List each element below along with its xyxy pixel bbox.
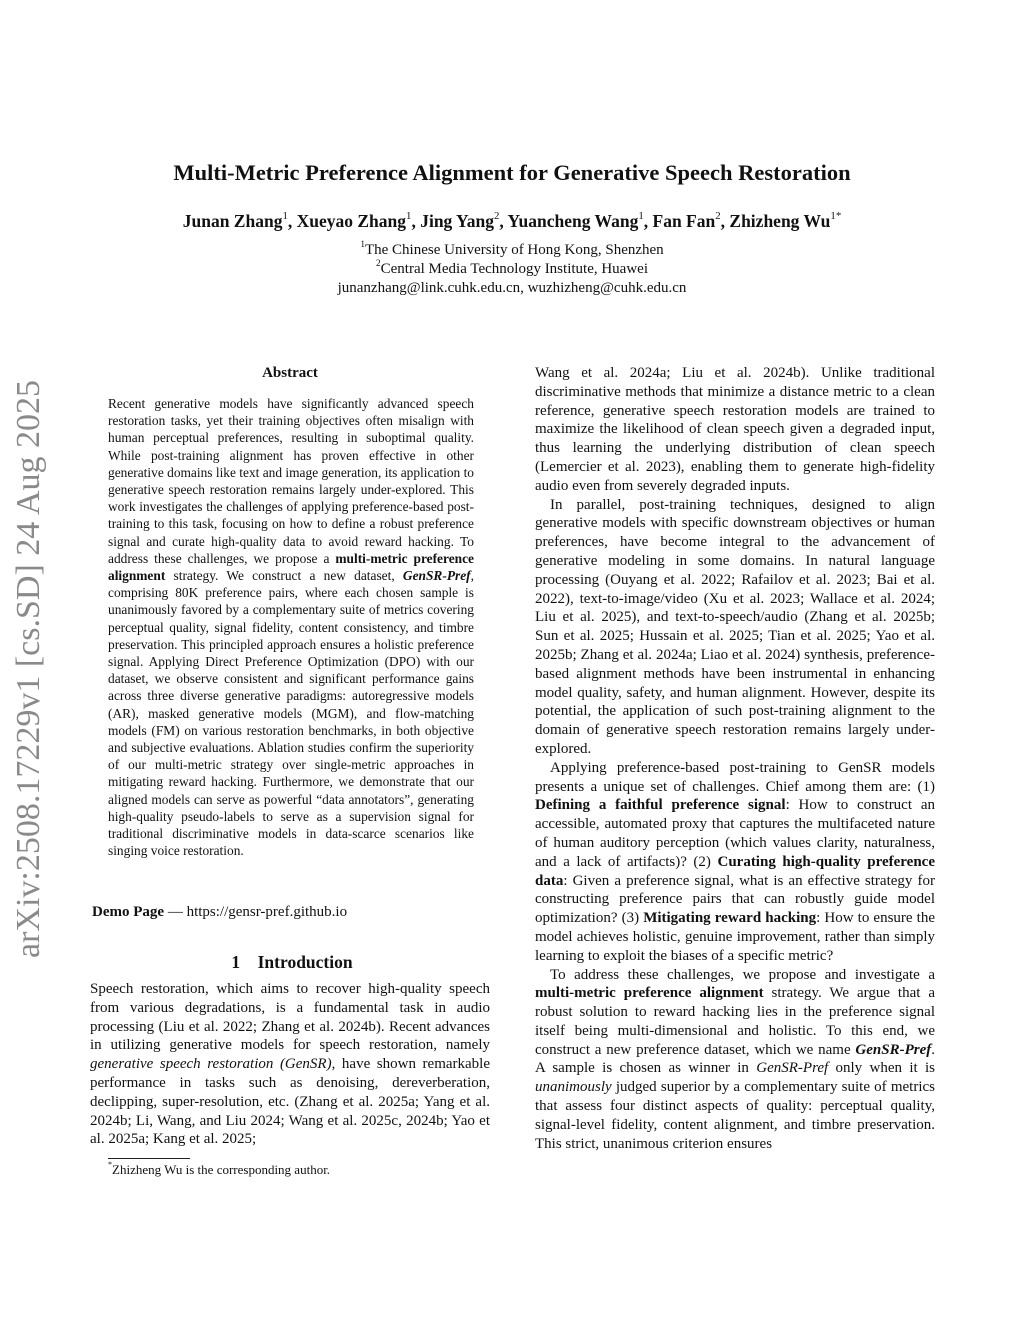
- footnote: *Zhizheng Wu is the corresponding author.: [108, 1160, 331, 1177]
- author: Yuancheng Wang: [507, 211, 639, 231]
- footnote-rule: [108, 1158, 190, 1159]
- paragraph: To address these challenges, we propose and investigate a multi-metric preference alignment strategy. We argue that a robust solution to reward hacking lies in the preference signal itself being multi-dimensional and holistic. To this end, we construct a new preference dataset, which we name GenSR-Pref. A sample is chosen as winner in GenSR-Pref only when it is unanimously judged superior by a complementary suite of metrics that assess four distinct aspects of quality: perceptual quality, signal-level fidelity, content alignment, and timbre preservation. This strict, unanimous criterion ensures: [535, 966, 936, 1152]
- demo-page-line: Demo Page — https://gensr-pref.github.io: [92, 904, 348, 920]
- paragraph: Speech restoration, which aims to recover high-quality speech from various degradations, is a fundamental task in audio processing (Liu et al. 2022; Zhang et al. 2024b). Recent advances in utilizing generative models for speech restoration, namely generative speech restoration (GenSR), have shown remarkable performance in tasks such as denoising, dereverberation, declipping, super-resolution, etc. (Zhang et al. 2025a; Yang et al. 2024b; Li, Wang, and Liu 2024; Wang et al. 2025c, 2024b; Yao et al. 2025a; Kang et al. 2025;: [90, 981, 490, 1148]
- abstract-heading: Abstract: [262, 365, 318, 381]
- author: Zhizheng Wu: [729, 211, 831, 231]
- section-heading-introduction: 1 Introduction: [231, 952, 353, 972]
- author: Jing Yang: [420, 211, 494, 231]
- affiliation-2: $^2$Central Media Technology Institute, Huawei: [375, 258, 648, 277]
- intro-right-column: [535, 364, 935, 1153]
- paper-title: Multi-Metric Preference Alignment for Generative Speech Restoration: [173, 160, 851, 185]
- arxiv-identifier: arXiv:2508.17229v1 [cs.SD] 24 Aug 2025: [10, 380, 47, 958]
- affiliation-1: $^1$The Chinese University of Hong Kong, Shenzhen: [360, 239, 664, 258]
- demo-page-link[interactable]: https://gensr-pref.github.io: [186, 904, 348, 920]
- paragraph: Wang et al. 2024a; Liu et al. 2024b). Unlike traditional discriminative methods that minimize a distance metric to a clean reference, generative speech restoration models are trained to maximize the likelihood of clean speech given a degraded input, thus learning the underlying distribution of clean speech (Lemercier et al. 2023), enabling them to generate high-fidelity audio even from severely degraded inputs.: [535, 365, 935, 494]
- intro-left-column: [90, 980, 490, 1149]
- author-emails: junanzhang@link.cuhk.edu.cn, wuzhizheng@cuhk.edu.cn: [337, 280, 687, 296]
- author-list: Junan Zhang$^1$, Xueyao Zhang$^1$, Jing Yang$^2$, Yuancheng Wang$^1$, Fan Fan$^2$, Zhizheng $Wu^{1*}$: [182, 209, 842, 231]
- abstract-body: Recent generative models have significantly advanced speech restoration tasks, yet their training objectives often misalign with human perceptual preferences, resulting in suboptimal quality. While post-training alignment has proven effective in other generative domains like text and image generation, its application to generative speech restoration remains largely under-explored. This work investigates the challenges of applying preference-based post-training to this task, focusing on how to define a robust preference signal and curate high-quality data to avoid reward hacking. To address these challenges, we propose a multi-metric preference alignment strategy. We construct a new dataset, GenSR-Pref, comprising 80K preference pairs, where each chosen sample is unanimously favored by a complementary suite of metrics covering perceptual quality, signal fidelity, content consistency, and timbre preservation. This principled approach ensures a holistic preference signal. Applying Direct Preference Optimization (DPO) with our dataset, we observe consistent and significant performance gains across three diverse generative paradigms: autoregressive models (AR), masked generative models (MGM), and flow-matching models (FM) on various restoration benchmarks, in both objective and subjective evaluations. Ablation studies confirm the superiority of our multi-metric strategy over single-metric approaches in mitigating reward hacking. Furthermore, we demonstrate that our aligned models can serve as powerful “data annotators”, generating high-quality pseudo-labels to serve as a supervision signal for traditional discriminative models in data-scarce scenarios like singing voice restoration.: [108, 396, 474, 859]
- author: Xueyao Zhang: [296, 211, 407, 231]
- author: Fan Fan: [652, 211, 716, 231]
- paragraph: Applying preference-based post-training to GenSR models presents a unique set of challenges. Chief among them are: (1) Defining a faithful preference signal: How to construct an accessible, automated proxy that captures the multifaceted nature of human auditory perception (which values clarity, naturalness, and a lack of artifacts)? (2) Curating high-quality preference data: Given a preference signal, what is an effective strategy for constructing preference pairs that can robustly guide model optimization? (3) Mitigating reward hacking: How to ensure the model achieves holistic, genuine improvement, rather than simply learning to exploit the biases of a specific metric?: [535, 759, 936, 964]
- author: Junan Zhang: [182, 211, 283, 231]
- paragraph: In parallel, post-training techniques, designed to align generative models with specific downstream objectives or human preferences, have become integral to the advancement of generative modeling in some domains. In natural language processing (Ouyang et al. 2022; Rafailov et al. 2023; Bai et al. 2022), text-to-image/video (Xu et al. 2023; Wallace et al. 2024; Liu et al. 2025), and text-to-speech/audio (Zhang et al. 2025b; Sun et al. 2025; Hussain et al. 2025; Tian et al. 2025; Yao et al. 2025b; Zhang et al. 2024a; Liao et al. 2024) synthesis, preference-based alignment methods have been instrumental in enhancing model quality, safety, and human alignment. However, despite its potential, the application of such post-training alignment to the domain of generative speech restoration remains largely under-explored.: [535, 496, 935, 757]
